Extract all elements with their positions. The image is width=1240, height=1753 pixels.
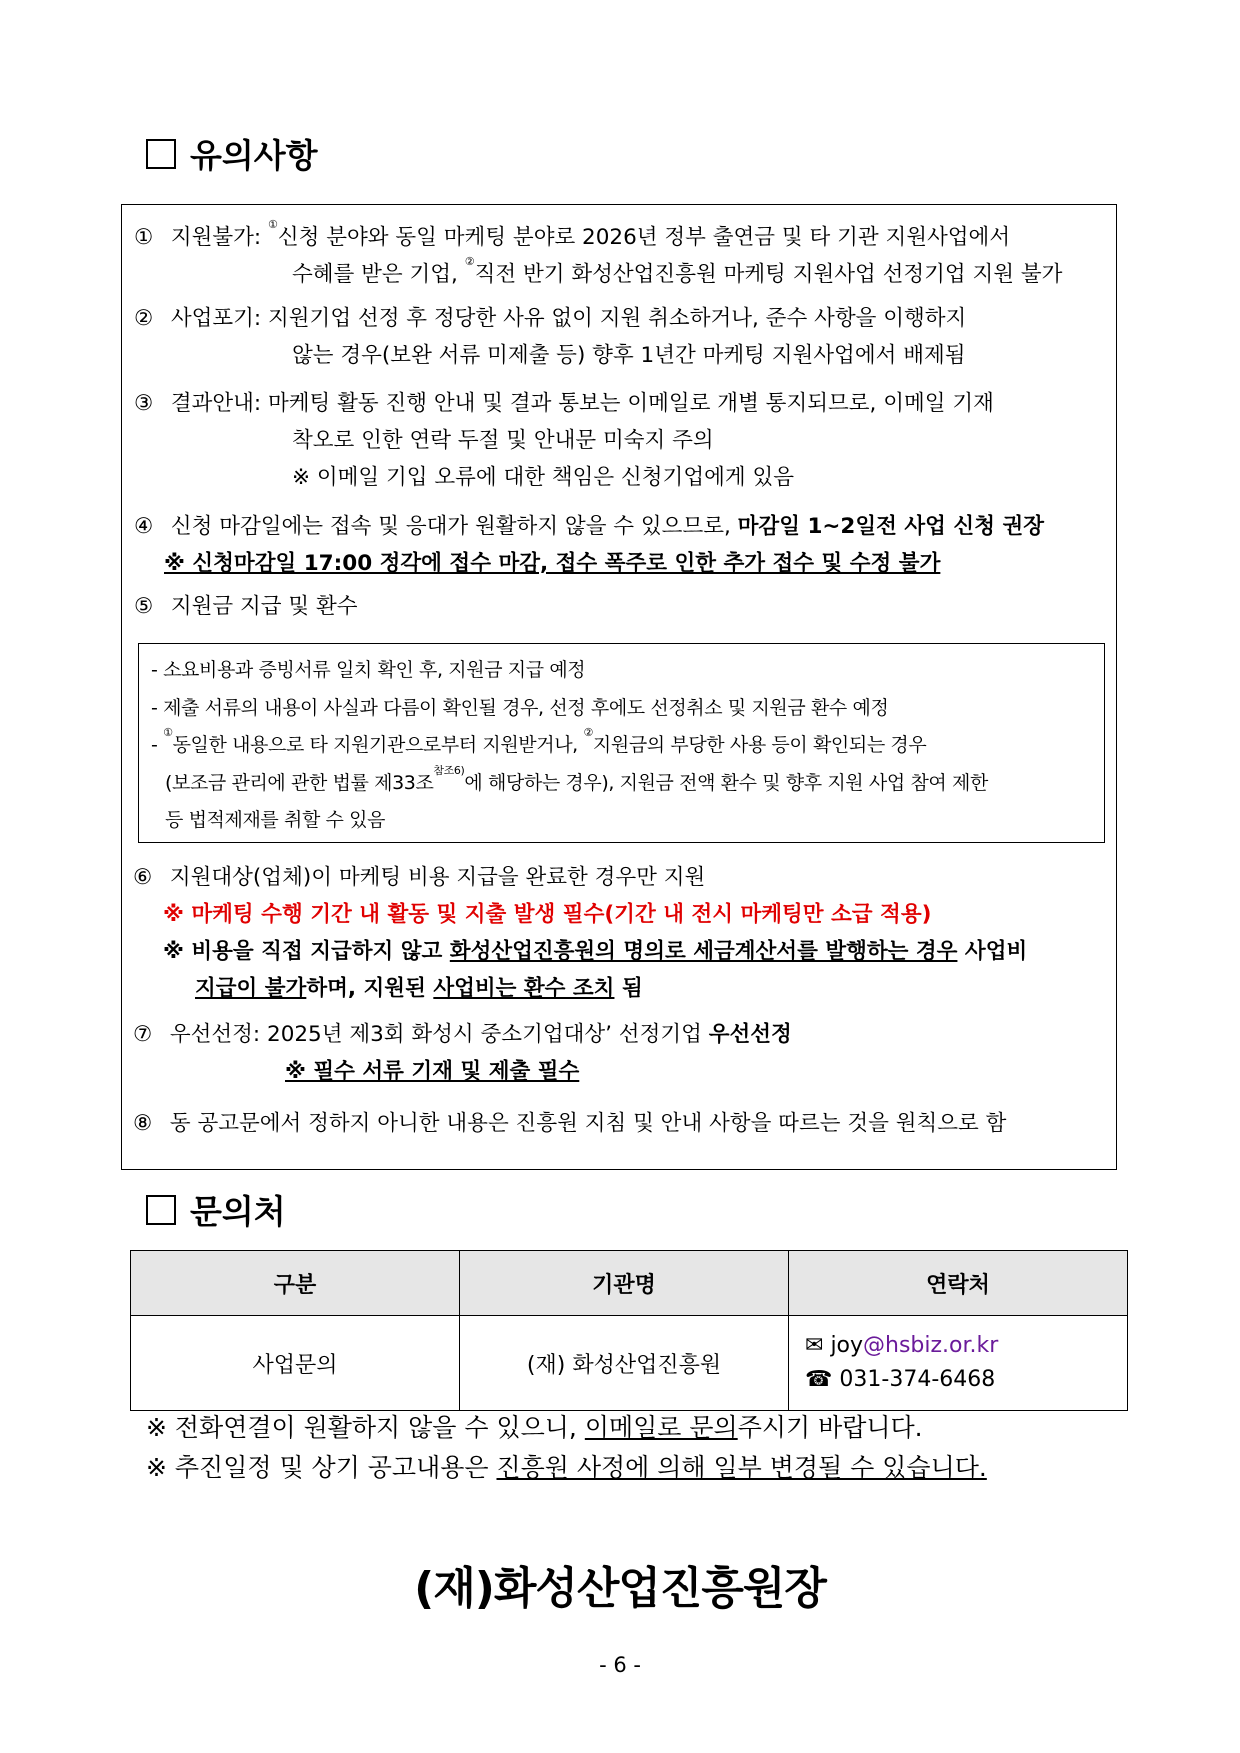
item-text: 착오로 인한 연락 두절 및 안내문 미숙지 주의 (292, 428, 714, 453)
item-number: ② (134, 306, 154, 331)
checkbox-square-icon (146, 139, 176, 169)
footnote-text: ※ 추진일정 및 상기 공고내용은 (146, 1453, 497, 1482)
table-header-row (131, 1251, 1128, 1316)
item-text: 신청 분야와 동일 마케팅 분야로 2026년 정부 출연금 및 타 기관 지원사업에서 (277, 225, 1011, 250)
header-contact: 연락처 (789, 1251, 1128, 1316)
cell-contact (789, 1316, 1128, 1411)
detail-line: - 제출 서류의 내용이 사실과 다름이 확인될 경우, 선정 후에도 선정취소 및 지원금 환수 예정 (151, 696, 889, 719)
item-note: 하며, 지원된 (306, 976, 434, 1001)
contact-title: 문의처 (190, 1192, 286, 1231)
item-label: 사업포기: (170, 306, 262, 331)
superscript: ② (583, 727, 593, 739)
phone-line (805, 1363, 1126, 1397)
footnote-text: 주시기 바랍니다. (737, 1413, 923, 1442)
email-domain: @hsbiz.or.kr (863, 1333, 999, 1358)
superscript: ② (464, 255, 475, 268)
item-text: 지원금 지급 및 환수 (170, 594, 358, 619)
page-number: - 6 - (599, 1653, 641, 1677)
header-category: 구분 (131, 1251, 460, 1316)
footnote-text: ※ 전화연결이 원활하지 않을 수 있으니, (146, 1413, 585, 1442)
issuer-name: (재)화성산업진흥원장 (414, 1563, 826, 1614)
detail-text: (보조금 관리에 관한 법률 제33조 (165, 771, 434, 794)
item-note-underlined: 사업비는 환수 조치 (433, 976, 615, 1001)
item-text: 지원대상(업체)이 마케팅 비용 지급을 완료한 경우만 지원 (169, 865, 706, 890)
item-note-bold: ※ 신청마감일 17:00 정각에 접수 마감, 접수 폭주로 인한 추가 접수 및 수정 불가 (164, 551, 941, 576)
item-text: 신청 마감일에는 접속 및 응대가 원활하지 않을 수 있으므로, (170, 514, 731, 539)
item-number: ⑦ (133, 1022, 153, 1047)
item-text: 수혜를 받은 기업, (292, 262, 458, 287)
item-text: 직전 반기 화성산업진흥원 마케팅 지원사업 선정기업 지원 불가 (474, 262, 1063, 287)
item-number: ④ (134, 514, 154, 539)
item-number: ③ (134, 391, 154, 416)
notice-box-lower (121, 204, 1117, 1170)
item-emphasis: 마감일 1~2일전 사업 신청 권장 (737, 514, 1044, 539)
mail-icon: ✉ (805, 1333, 824, 1358)
item-text: 마케팅 활동 진행 안내 및 결과 통보는 이메일로 개별 통지되므로, 이메일 기재 (268, 391, 994, 416)
cell-category: 사업문의 (131, 1316, 460, 1411)
notice-heading (146, 130, 318, 177)
item-number: ⑥ (133, 865, 153, 890)
detail-line: 등 법적제재를 취할 수 있음 (165, 809, 386, 831)
item-note-underlined: ※ 필수 서류 기재 및 제출 필수 (285, 1059, 580, 1084)
item-label: 지원불가: (170, 225, 262, 250)
contact-heading (146, 1186, 286, 1233)
detail-line: - 소요비용과 증빙서류 일치 확인 후, 지원금 지급 예정 (151, 659, 586, 681)
notice-item-8 (133, 1105, 1105, 1142)
item-number: ① (134, 225, 154, 250)
superscript: ① (268, 218, 278, 231)
cell-org: (재) 화성산업진흥원 (460, 1316, 789, 1411)
detail-text: 동일한 내용으로 타 지원기관으로부터 지원받거나, (172, 734, 578, 756)
notice-item-7 (133, 1016, 1105, 1090)
email-user: joy (830, 1333, 864, 1358)
notice-title: 유의사항 (190, 136, 318, 175)
footnote-underlined: 이메일로 문의 (584, 1413, 738, 1442)
phone-number: 031-374-6468 (839, 1367, 996, 1392)
detail-text: 에 해당하는 경우), 지원금 전액 환수 및 향후 지원 사업 참여 제한 (464, 771, 988, 794)
header-org: 기관명 (460, 1251, 789, 1316)
item-text: 지원기업 선정 후 정당한 사유 없이 지원 취소하거나, 준수 사항을 이행하지 (268, 306, 967, 331)
item-note: ※ 이메일 기입 오류에 대한 책임은 신청기업에게 있음 (292, 465, 795, 490)
item-label: 우선선정: (169, 1022, 261, 1047)
notice-item-6 (133, 859, 1105, 1007)
phone-icon: ☎ (805, 1367, 833, 1392)
table-row (131, 1316, 1128, 1411)
item-text: 동 공고문에서 정하지 아니한 내용은 진흥원 지침 및 안내 사항을 따르는 것을 원칙으로 함 (169, 1111, 1007, 1136)
item-note: 사업비 (957, 939, 1028, 964)
dash: - (151, 734, 164, 756)
footnote-1 (146, 1408, 923, 1444)
item-warning: ※ 마케팅 수행 기간 내 활동 및 지출 발생 필수(기간 내 전시 마케팅만 소급 적용) (163, 902, 932, 927)
item-emphasis: 우선선정 (708, 1022, 792, 1047)
detail-text: 지원금의 부당한 사용 등이 확인되는 경우 (592, 734, 927, 756)
item-text: 않는 경우(보완 서류 미제출 등) 향후 1년간 마케팅 지원사업에서 배제됨 (292, 343, 966, 368)
checkbox-square-icon (146, 1195, 176, 1225)
footnote-2 (146, 1448, 987, 1484)
item-note: ※ 비용을 직접 지급하지 않고 (163, 939, 450, 964)
item-number: ⑤ (134, 594, 154, 619)
item-label: 결과안내: (170, 391, 262, 416)
item-number: ⑧ (133, 1111, 153, 1136)
item-note: 됨 (614, 976, 643, 1001)
superscript: 참조6) (433, 764, 465, 777)
item-note-underlined: 지급이 불가 (195, 976, 307, 1001)
contact-table (130, 1250, 1128, 1411)
email-line[interactable] (805, 1329, 1126, 1363)
superscript: ① (163, 727, 173, 739)
footnote-underlined: 진흥원 사정에 의해 일부 변경될 수 있습니다. (496, 1453, 987, 1482)
item-text: 2025년 제3회 화성시 중소기업대상’ 선정기업 (267, 1022, 702, 1047)
item-note-underlined: 화성산업진흥원의 명의로 세금계산서를 발행하는 경우 (449, 939, 958, 964)
